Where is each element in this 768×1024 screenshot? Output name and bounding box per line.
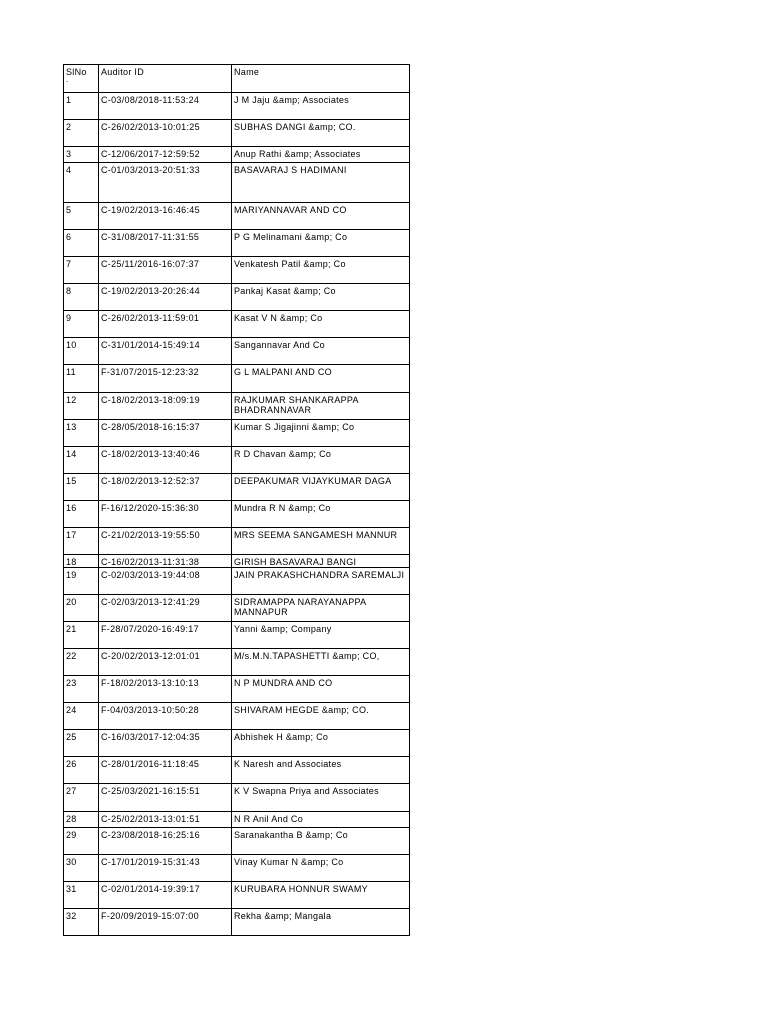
cell-slno: 11 bbox=[64, 365, 99, 393]
cell-slno: 3 bbox=[64, 147, 99, 163]
cell-auditor-id: C-21/02/2013-19:55:50 bbox=[99, 528, 232, 555]
cell-name: Vinay Kumar N &amp; Co bbox=[232, 855, 410, 882]
header-auditor-id: Auditor ID bbox=[99, 65, 232, 93]
cell-slno: 26 bbox=[64, 757, 99, 784]
cell-auditor-id: C-03/08/2018-11:53:24 bbox=[99, 93, 232, 120]
cell-auditor-id: C-02/01/2014-19:39:17 bbox=[99, 882, 232, 909]
cell-auditor-id: C-18/02/2013-18:09:19 bbox=[99, 393, 232, 420]
table-row bbox=[64, 420, 410, 447]
cell-name: SUBHAS DANGI &amp; CO. bbox=[232, 120, 410, 147]
cell-name: BASAVARAJ S HADIMANI bbox=[232, 163, 410, 203]
cell-auditor-id: C-16/02/2013-11:31:38 bbox=[99, 555, 232, 568]
table-row bbox=[64, 163, 410, 203]
cell-slno: 14 bbox=[64, 447, 99, 474]
cell-name: DEEPAKUMAR VIJAYKUMAR DAGA bbox=[232, 474, 410, 501]
table-row bbox=[64, 284, 410, 311]
cell-name: Sangannavar And Co bbox=[232, 338, 410, 365]
cell-slno: 6 bbox=[64, 230, 99, 257]
cell-name: MARIYANNAVAR AND CO bbox=[232, 203, 410, 230]
table-row bbox=[64, 622, 410, 649]
table-row bbox=[64, 338, 410, 365]
cell-slno: 2 bbox=[64, 120, 99, 147]
cell-slno: 32 bbox=[64, 909, 99, 936]
cell-name: J M Jaju &amp; Associates bbox=[232, 93, 410, 120]
table-row bbox=[64, 393, 410, 420]
table-row bbox=[64, 676, 410, 703]
table-row bbox=[64, 365, 410, 393]
table-row bbox=[64, 311, 410, 338]
cell-auditor-id: F-18/02/2013-13:10:13 bbox=[99, 676, 232, 703]
table-row bbox=[64, 882, 410, 909]
cell-name: N P MUNDRA AND CO bbox=[232, 676, 410, 703]
cell-slno: 5 bbox=[64, 203, 99, 230]
table-row bbox=[64, 474, 410, 501]
cell-auditor-id: C-17/01/2019-15:31:43 bbox=[99, 855, 232, 882]
cell-name: Abhishek H &amp; Co bbox=[232, 730, 410, 757]
cell-slno: 4 bbox=[64, 163, 99, 203]
cell-name: Mundra R N &amp; Co bbox=[232, 501, 410, 528]
cell-auditor-id: C-02/03/2013-19:44:08 bbox=[99, 568, 232, 595]
cell-slno: 16 bbox=[64, 501, 99, 528]
cell-name: Kasat V N &amp; Co bbox=[232, 311, 410, 338]
cell-auditor-id: C-31/08/2017-11:31:55 bbox=[99, 230, 232, 257]
cell-auditor-id: F-28/07/2020-16:49:17 bbox=[99, 622, 232, 649]
cell-name: K Naresh and Associates bbox=[232, 757, 410, 784]
cell-name: Saranakantha B &amp; Co bbox=[232, 828, 410, 855]
cell-auditor-id: F-20/09/2019-15:07:00 bbox=[99, 909, 232, 936]
cell-slno: 15 bbox=[64, 474, 99, 501]
cell-slno: 22 bbox=[64, 649, 99, 676]
cell-name: JAIN PRAKASHCHANDRA SAREMALJI bbox=[232, 568, 410, 595]
cell-slno: 21 bbox=[64, 622, 99, 649]
header-slno bbox=[64, 65, 99, 93]
cell-name: KURUBARA HONNUR SWAMY bbox=[232, 882, 410, 909]
cell-name: Pankaj Kasat &amp; Co bbox=[232, 284, 410, 311]
cell-name: Venkatesh Patil &amp; Co bbox=[232, 257, 410, 284]
table-row bbox=[64, 447, 410, 474]
cell-name: G L MALPANI AND CO bbox=[232, 365, 410, 393]
cell-auditor-id: C-19/02/2013-20:26:44 bbox=[99, 284, 232, 311]
header-name: Name bbox=[232, 65, 410, 93]
cell-slno: 17 bbox=[64, 528, 99, 555]
cell-name: SIDRAMAPPA NARAYANAPPA MANNAPUR bbox=[232, 595, 410, 622]
table-row bbox=[64, 595, 410, 622]
table-row bbox=[64, 528, 410, 555]
cell-auditor-id: C-12/06/2017-12:59:52 bbox=[99, 147, 232, 163]
cell-slno: 30 bbox=[64, 855, 99, 882]
table-row bbox=[64, 120, 410, 147]
cell-auditor-id: C-02/03/2013-12:41:29 bbox=[99, 595, 232, 622]
cell-slno: 18 bbox=[64, 555, 99, 568]
cell-name: R D Chavan &amp; Co bbox=[232, 447, 410, 474]
cell-auditor-id: C-26/02/2013-10:01:25 bbox=[99, 120, 232, 147]
cell-slno: 7 bbox=[64, 257, 99, 284]
table-row bbox=[64, 501, 410, 528]
header-row bbox=[64, 65, 410, 93]
cell-auditor-id: C-18/02/2013-13:40:46 bbox=[99, 447, 232, 474]
cell-name: Kumar S Jigajinni &amp; Co bbox=[232, 420, 410, 447]
cell-slno: 19 bbox=[64, 568, 99, 595]
cell-name: Rekha &amp; Mangala bbox=[232, 909, 410, 936]
cell-auditor-id: C-28/05/2018-16:15:37 bbox=[99, 420, 232, 447]
cell-name: Yanni &amp; Company bbox=[232, 622, 410, 649]
table-row bbox=[64, 203, 410, 230]
cell-slno: 29 bbox=[64, 828, 99, 855]
cell-name: RAJKUMAR SHANKARAPPA BHADRANNAVAR bbox=[232, 393, 410, 420]
cell-name: P G Melinamani &amp; Co bbox=[232, 230, 410, 257]
table-row bbox=[64, 257, 410, 284]
header-slno-label: SlNo bbox=[66, 67, 87, 77]
cell-auditor-id: F-31/07/2015-12:23:32 bbox=[99, 365, 232, 393]
auditor-table bbox=[63, 64, 410, 936]
cell-name: N R Anil And Co bbox=[232, 812, 410, 828]
cell-slno: 27 bbox=[64, 784, 99, 812]
cell-name: GIRISH BASAVARAJ BANGI bbox=[232, 555, 410, 568]
table-row bbox=[64, 555, 410, 568]
table-row bbox=[64, 703, 410, 730]
cell-auditor-id: C-18/02/2013-12:52:37 bbox=[99, 474, 232, 501]
cell-slno: 9 bbox=[64, 311, 99, 338]
cell-auditor-id: C-19/02/2013-16:46:45 bbox=[99, 203, 232, 230]
cell-auditor-id: C-23/08/2018-16:25:16 bbox=[99, 828, 232, 855]
table-body bbox=[64, 93, 410, 936]
cell-slno: 25 bbox=[64, 730, 99, 757]
cell-auditor-id: C-31/01/2014-15:49:14 bbox=[99, 338, 232, 365]
cell-slno: 20 bbox=[64, 595, 99, 622]
table-row bbox=[64, 230, 410, 257]
cell-auditor-id: C-25/03/2021-16:15:51 bbox=[99, 784, 232, 812]
cell-auditor-id: F-04/03/2013-10:50:28 bbox=[99, 703, 232, 730]
cell-slno: 13 bbox=[64, 420, 99, 447]
table-row bbox=[64, 649, 410, 676]
table-row bbox=[64, 147, 410, 163]
cell-slno: 8 bbox=[64, 284, 99, 311]
cell-auditor-id: C-25/02/2013-13:01:51 bbox=[99, 812, 232, 828]
cell-auditor-id: C-25/11/2016-16:07:37 bbox=[99, 257, 232, 284]
header-slno-suffix: . bbox=[66, 75, 69, 84]
cell-slno: 23 bbox=[64, 676, 99, 703]
cell-slno: 1 bbox=[64, 93, 99, 120]
cell-name: Anup Rathi &amp; Associates bbox=[232, 147, 410, 163]
cell-name: K V Swapna Priya and Associates bbox=[232, 784, 410, 812]
table-row bbox=[64, 812, 410, 828]
table-row bbox=[64, 828, 410, 855]
cell-auditor-id: C-20/02/2013-12:01:01 bbox=[99, 649, 232, 676]
cell-name: M/s.M.N.TAPASHETTI &amp; CO, bbox=[232, 649, 410, 676]
table-row bbox=[64, 757, 410, 784]
cell-auditor-id: F-16/12/2020-15:36:30 bbox=[99, 501, 232, 528]
table-row bbox=[64, 93, 410, 120]
cell-name: SHIVARAM HEGDE &amp; CO. bbox=[232, 703, 410, 730]
table-row bbox=[64, 784, 410, 812]
table-row bbox=[64, 568, 410, 595]
cell-slno: 28 bbox=[64, 812, 99, 828]
cell-auditor-id: C-16/03/2017-12:04:35 bbox=[99, 730, 232, 757]
table-row bbox=[64, 730, 410, 757]
table-row bbox=[64, 909, 410, 936]
cell-auditor-id: C-01/03/2013-20:51:33 bbox=[99, 163, 232, 203]
cell-auditor-id: C-28/01/2016-11:18:45 bbox=[99, 757, 232, 784]
cell-slno: 10 bbox=[64, 338, 99, 365]
table-row bbox=[64, 855, 410, 882]
cell-auditor-id: C-26/02/2013-11:59:01 bbox=[99, 311, 232, 338]
cell-slno: 12 bbox=[64, 393, 99, 420]
cell-slno: 24 bbox=[64, 703, 99, 730]
cell-slno: 31 bbox=[64, 882, 99, 909]
cell-name: MRS SEEMA SANGAMESH MANNUR bbox=[232, 528, 410, 555]
